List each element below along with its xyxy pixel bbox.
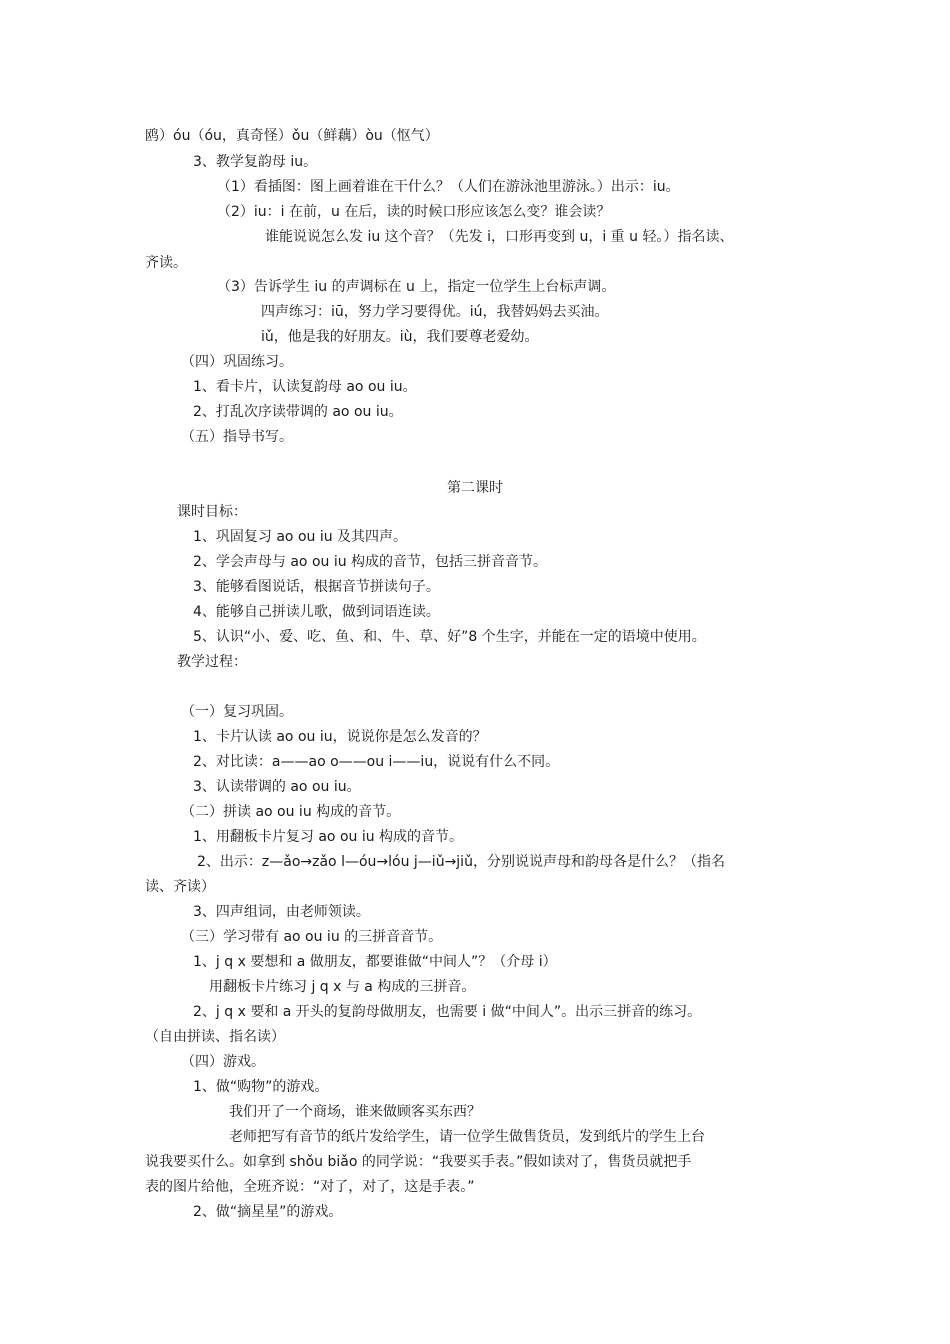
text-line: 教学过程： — [177, 654, 247, 670]
text-line: （三）学习带有 ao ou iu 的三拼音音节。 — [181, 929, 443, 945]
text-line: 我们开了一个商场，谁来做顾客买东西？ — [229, 1104, 481, 1120]
text-line: 1、看卡片，认读复韵母 ao ou iu。 — [193, 379, 417, 395]
text-line: 3、四声组词，由老师领读。 — [193, 904, 370, 920]
text-line: （一）复习巩固。 — [181, 704, 293, 720]
text-line: 3、认读带调的 ao ou iu。 — [193, 779, 361, 795]
text-line: 老师把写有音节的纸片发给学生，请一位学生做售货员，发到纸片的学生上台 — [229, 1129, 705, 1145]
text-line: 1、做“购物”的游戏。 — [193, 1079, 329, 1095]
text-line: 读、齐读） — [145, 879, 215, 895]
text-line: （五）指导书写。 — [181, 429, 293, 445]
text-line: （3）告诉学生 iu 的声调标在 u 上，指定一位学生上台标声调。 — [217, 279, 616, 295]
text-line: （二）拼读 ao ou iu 构成的音节。 — [181, 804, 401, 820]
text-line: （2）iu：i 在前，u 在后，读的时候口形应该怎么变？谁会读？ — [217, 204, 611, 220]
text-line: 1、j q x 要想和 a 做朋友，都要谁做“中间人”？（介母 i） — [193, 954, 557, 970]
text-line: 2、打乱次序读带调的 ao ou iu。 — [193, 404, 403, 420]
text-line: （自由拼读、指名读） — [145, 1029, 285, 1045]
text-line: 谁能说说怎么发 iu 这个音？（先发 i，口形再变到 u，i 重 u 轻。）指名读、 — [265, 229, 734, 245]
text-line: 1、巩固复习 ao ou iu 及其四声。 — [193, 529, 408, 545]
text-line: 2、出示：z—ǎo→zǎo l—óu→lóu j—iǔ→jiǔ，分别说说声母和韵母各是什么？（指名 — [197, 854, 725, 870]
text-line: 3、教学复韵母 iu。 — [193, 154, 318, 170]
text-line: 4、能够自己拼读儿歌，做到词语连读。 — [193, 604, 440, 620]
text-line: 四声练习：iū，努力学习要得优。iú，我替妈妈去买油。 — [261, 304, 609, 320]
text-line: 鸥）óu（óu，真奇怪）ǒu（鲜藕）òu（怄气） — [145, 128, 439, 144]
text-line: （1）看插图：图上画着谁在干什么？（人们在游泳池里游泳。）出示：iu。 — [217, 179, 680, 195]
text-line: 表的图片给他，全班齐说：“对了，对了，这是手表。” — [145, 1179, 475, 1195]
text-line: 课时目标： — [177, 504, 247, 520]
text-line: （四）巩固练习。 — [181, 354, 293, 370]
text-line: 3、能够看图说话，根据音节拼读句子。 — [193, 579, 440, 595]
text-line: 1、卡片认读 ao ou iu，说说你是怎么发音的？ — [193, 729, 487, 745]
text-line: 2、j q x 要和 a 开头的复韵母做朋友，也需要 i 做“中间人”。出示三拼音的练习。 — [193, 1004, 702, 1020]
text-line: 齐读。 — [145, 255, 187, 271]
text-line: 5、认识“小、爱、吃、鱼、和、牛、草、好”8 个生字，并能在一定的语境中使用。 — [193, 629, 706, 645]
text-line: 2、学会声母与 ao ou iu 构成的音节，包括三拼音音节。 — [193, 554, 548, 570]
text-line: 1、用翻板卡片复习 ao ou iu 构成的音节。 — [193, 829, 464, 845]
text-line: 说我要买什么。如拿到 shǒu biǎo 的同学说：“我要买手表。”假如读对了，售货员就把手 — [145, 1154, 692, 1170]
section-heading: 第二课时 — [447, 480, 503, 496]
text-line: （四）游戏。 — [181, 1054, 265, 1070]
text-line: 2、做“摘星星”的游戏。 — [193, 1204, 343, 1220]
text-line: iǔ，他是我的好朋友。iù，我们要尊老爱幼。 — [261, 329, 539, 345]
text-line: 2、对比读：a——ao o——ou i——iu，说说有什么不同。 — [193, 754, 560, 770]
text-line: 用翻板卡片练习 j q x 与 a 构成的三拼音。 — [209, 979, 476, 995]
